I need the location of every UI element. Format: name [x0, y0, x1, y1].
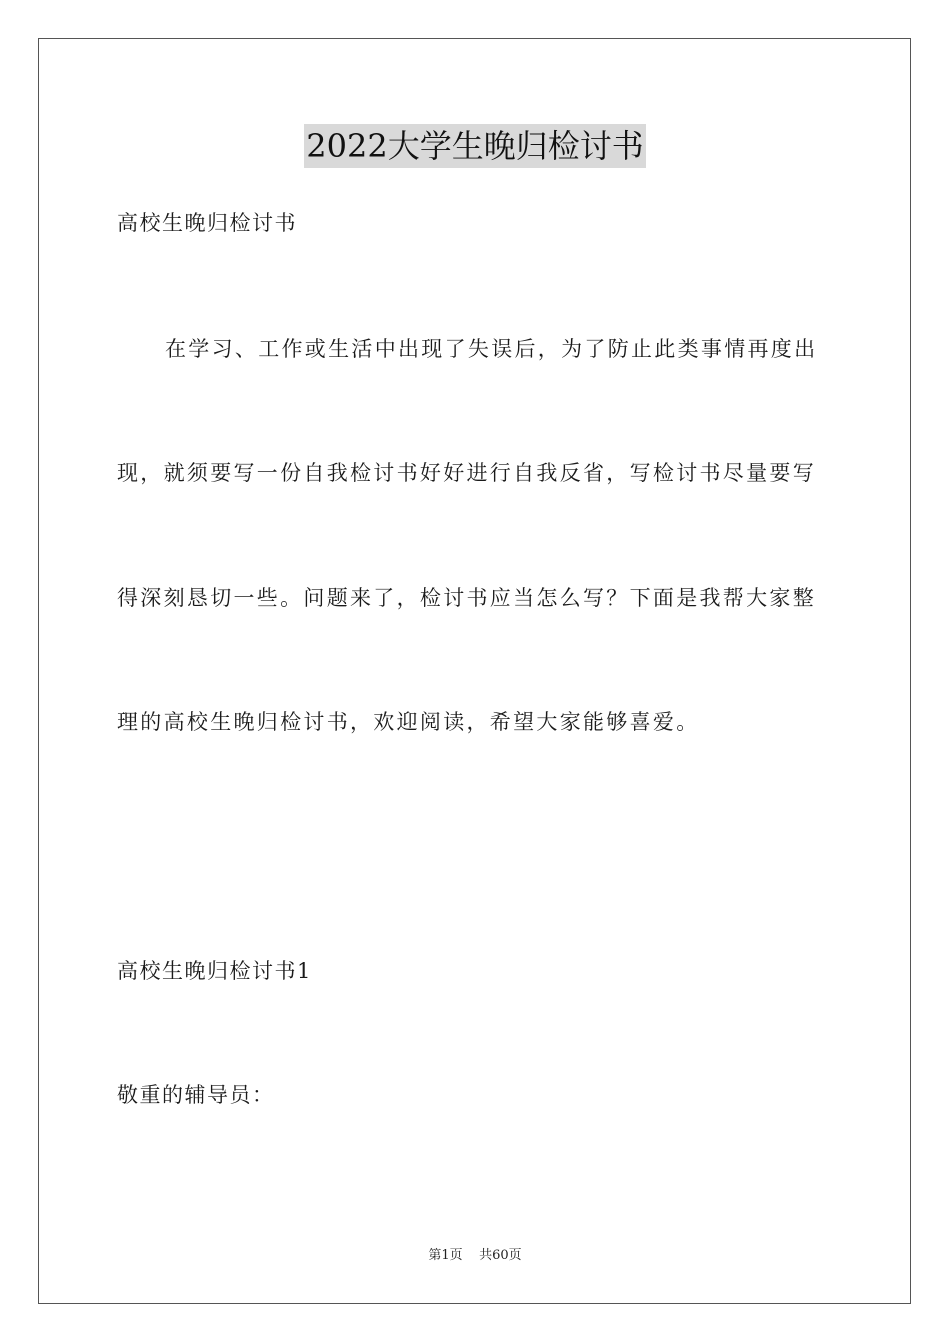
- section-heading: 高校生晚归检讨书1: [117, 959, 312, 983]
- document-title: 2022大学生晚归检讨书: [304, 124, 645, 168]
- page-number-current: 第1页: [428, 1248, 463, 1263]
- page-footer: [0, 1247, 950, 1265]
- title-container: [0, 124, 950, 168]
- salutation: 敬重的辅导员：: [117, 1083, 275, 1107]
- paragraph-line: 得深刻恳切一些。问题来了，检讨书应当怎么写？下面是我帮大家整: [117, 586, 816, 610]
- document-subtitle: 高校生晚归检讨书: [117, 211, 297, 235]
- paragraph-line: 理的高校生晚归检讨书，欢迎阅读，希望大家能够喜爱。: [117, 710, 700, 734]
- page-number-total: 共60页: [479, 1248, 522, 1263]
- paragraph-line: 现，就须要写一份自我检讨书好好进行自我反省，写检讨书尽量要写: [117, 461, 816, 485]
- paragraph-line: 在学习、工作或生活中出现了失误后，为了防止此类事情再度出: [165, 337, 818, 361]
